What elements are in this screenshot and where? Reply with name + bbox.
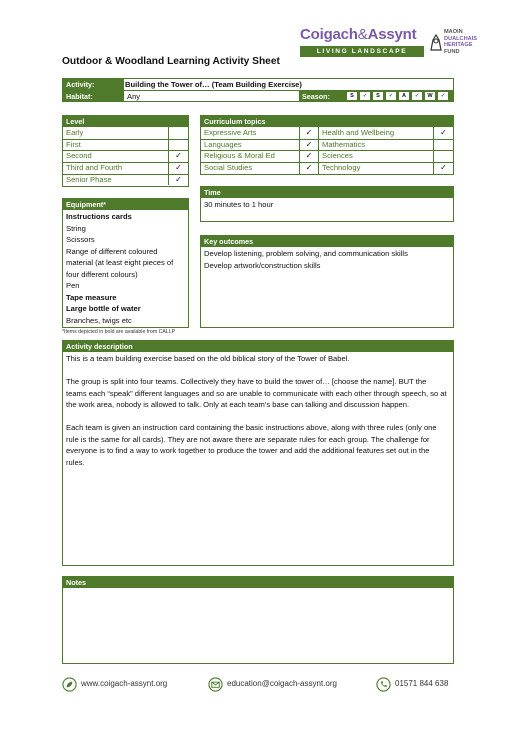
curriculum-left-item: Social Studies (204, 163, 253, 173)
season-cells (346, 91, 454, 102)
curriculum-right-item: Health and Wellbeing (322, 128, 395, 137)
equipment-item: Branches, twigs etc (66, 315, 132, 325)
email-icon (208, 677, 223, 692)
description-box (62, 340, 454, 566)
season-label: Season: (299, 91, 453, 102)
time-value: 30 minutes to 1 hour (204, 200, 274, 209)
curriculum-left-item: Expressive Arts (204, 128, 257, 137)
curriculum-left-tick: ✓ (299, 139, 319, 151)
equipment-item: Pen (66, 281, 80, 290)
description-paragraph: The group is split into four teams. Collectively they have to build the tower of… [choose the name]. BUT the teams each “speak” different languages and so are unable to communicate with each other through speech, so at the work area, nobody is allowed to talk. Only at each team’s base can talking and discussion happen. (66, 377, 447, 409)
activity-value: Building the Tower of… (Team Building Exercise) (125, 80, 302, 89)
curriculum-right-tick (433, 150, 453, 162)
level-tick: ✓ (168, 150, 188, 162)
website-link[interactable]: www.coigach-assynt.org (81, 679, 168, 688)
level-tick (168, 127, 188, 139)
fund-line-2: DUALCHAIS (444, 35, 477, 42)
outcome-line: Develop listening, problem solving, and communication skills (204, 249, 408, 258)
logo-subtitle: LIVING LANDSCAPE (300, 46, 424, 57)
logo-word-2: Assynt (367, 26, 417, 43)
footer (62, 676, 462, 694)
curriculum-right-item: Technology (322, 163, 361, 173)
equipment-footnote: *Items depicted in bold are available from CALLP (62, 329, 176, 335)
globe-leaf-icon (62, 677, 77, 692)
season-cell: S (372, 91, 384, 101)
curriculum-left-tick: ✓ (299, 127, 319, 139)
season-cell: S (346, 91, 358, 101)
season-tick: ✓ (411, 91, 423, 101)
equipment-item: Tape measure (66, 292, 117, 302)
logo-ampersand: & (357, 26, 368, 43)
curriculum-table (200, 115, 454, 175)
curriculum-right-item: Mathematics (322, 139, 366, 149)
curriculum-right-tick: ✓ (433, 162, 453, 174)
level-row: First (66, 139, 81, 149)
outcomes-heading: Key outcomes (201, 236, 453, 247)
heritage-fund-logo (428, 28, 488, 62)
phone-number[interactable]: 01571 844 638 (395, 679, 449, 688)
notes-box (62, 576, 454, 664)
season-tick: ✓ (437, 91, 449, 101)
curriculum-left-item: Religious & Moral Ed (204, 151, 275, 161)
equipment-item: String (66, 223, 86, 233)
fund-line-4: FUND (444, 48, 460, 55)
level-heading: Level (63, 116, 188, 127)
season-cell: W (424, 91, 436, 101)
equipment-item: Large bottle of water (66, 304, 141, 313)
activity-label: Activity: (63, 79, 123, 90)
fund-line-3: HERITAGE (444, 42, 473, 49)
curriculum-left-tick: ✓ (299, 162, 319, 174)
heritage-fund-icon (428, 32, 444, 52)
phone-icon (376, 677, 391, 692)
level-row: Third and Fourth (66, 163, 123, 173)
email-link[interactable]: education@coigach-assynt.org (227, 679, 337, 688)
curriculum-heading: Curriculum topics (201, 116, 453, 127)
logo-word-1: Coigach (300, 26, 358, 43)
level-tick (168, 139, 188, 151)
level-tick: ✓ (168, 174, 188, 186)
equipment-heading: Equipment* (63, 199, 188, 210)
equipment-item: Range of different coloured material (at least eight pieces of four different colours) (66, 246, 174, 279)
season-tick: ✓ (385, 91, 397, 101)
time-heading: Time (201, 187, 453, 198)
description-paragraph: Each team is given an instruction card containing the basic instructions above, along with three rules (only one rule is the same for all cards). They are not aware there are separate rules for each group. The challenge for everyone is to find a way to work together to produce the tower and add the additional features set out in the rules. (66, 423, 437, 467)
level-tick: ✓ (168, 162, 188, 174)
outcome-line: Develop artwork/construction skills (204, 260, 321, 270)
description-paragraph: This is a team building exercise based on the old biblical story of the Tower of Babel. (66, 354, 350, 363)
fund-line-1: MAOIN (444, 29, 463, 35)
outcomes-box (200, 235, 454, 328)
activity-table (62, 78, 454, 102)
time-box (200, 186, 454, 222)
notes-heading: Notes (63, 577, 453, 588)
level-row: Second (66, 151, 92, 161)
sheet-title: Outdoor & Woodland Learning Activity Sheet (62, 56, 280, 67)
equipment-item: Instructions cards (66, 212, 132, 221)
level-table (62, 115, 189, 187)
curriculum-right-tick: ✓ (433, 127, 453, 139)
season-tick: ✓ (359, 91, 371, 101)
habitat-label: Habitat: (63, 91, 123, 102)
level-row: Early (66, 128, 84, 137)
equipment-box (62, 198, 189, 328)
curriculum-left-item: Languages (204, 139, 242, 149)
season-cell: A (398, 91, 410, 101)
equipment-item: Scissors (66, 235, 95, 244)
curriculum-right-item: Sciences (322, 151, 353, 161)
curriculum-left-tick: ✓ (299, 150, 319, 162)
habitat-value: Any (127, 92, 141, 101)
brand-logo (300, 26, 426, 70)
level-row: Senior Phase (66, 174, 112, 184)
description-heading: Activity description (63, 341, 453, 352)
curriculum-right-tick (433, 139, 453, 151)
